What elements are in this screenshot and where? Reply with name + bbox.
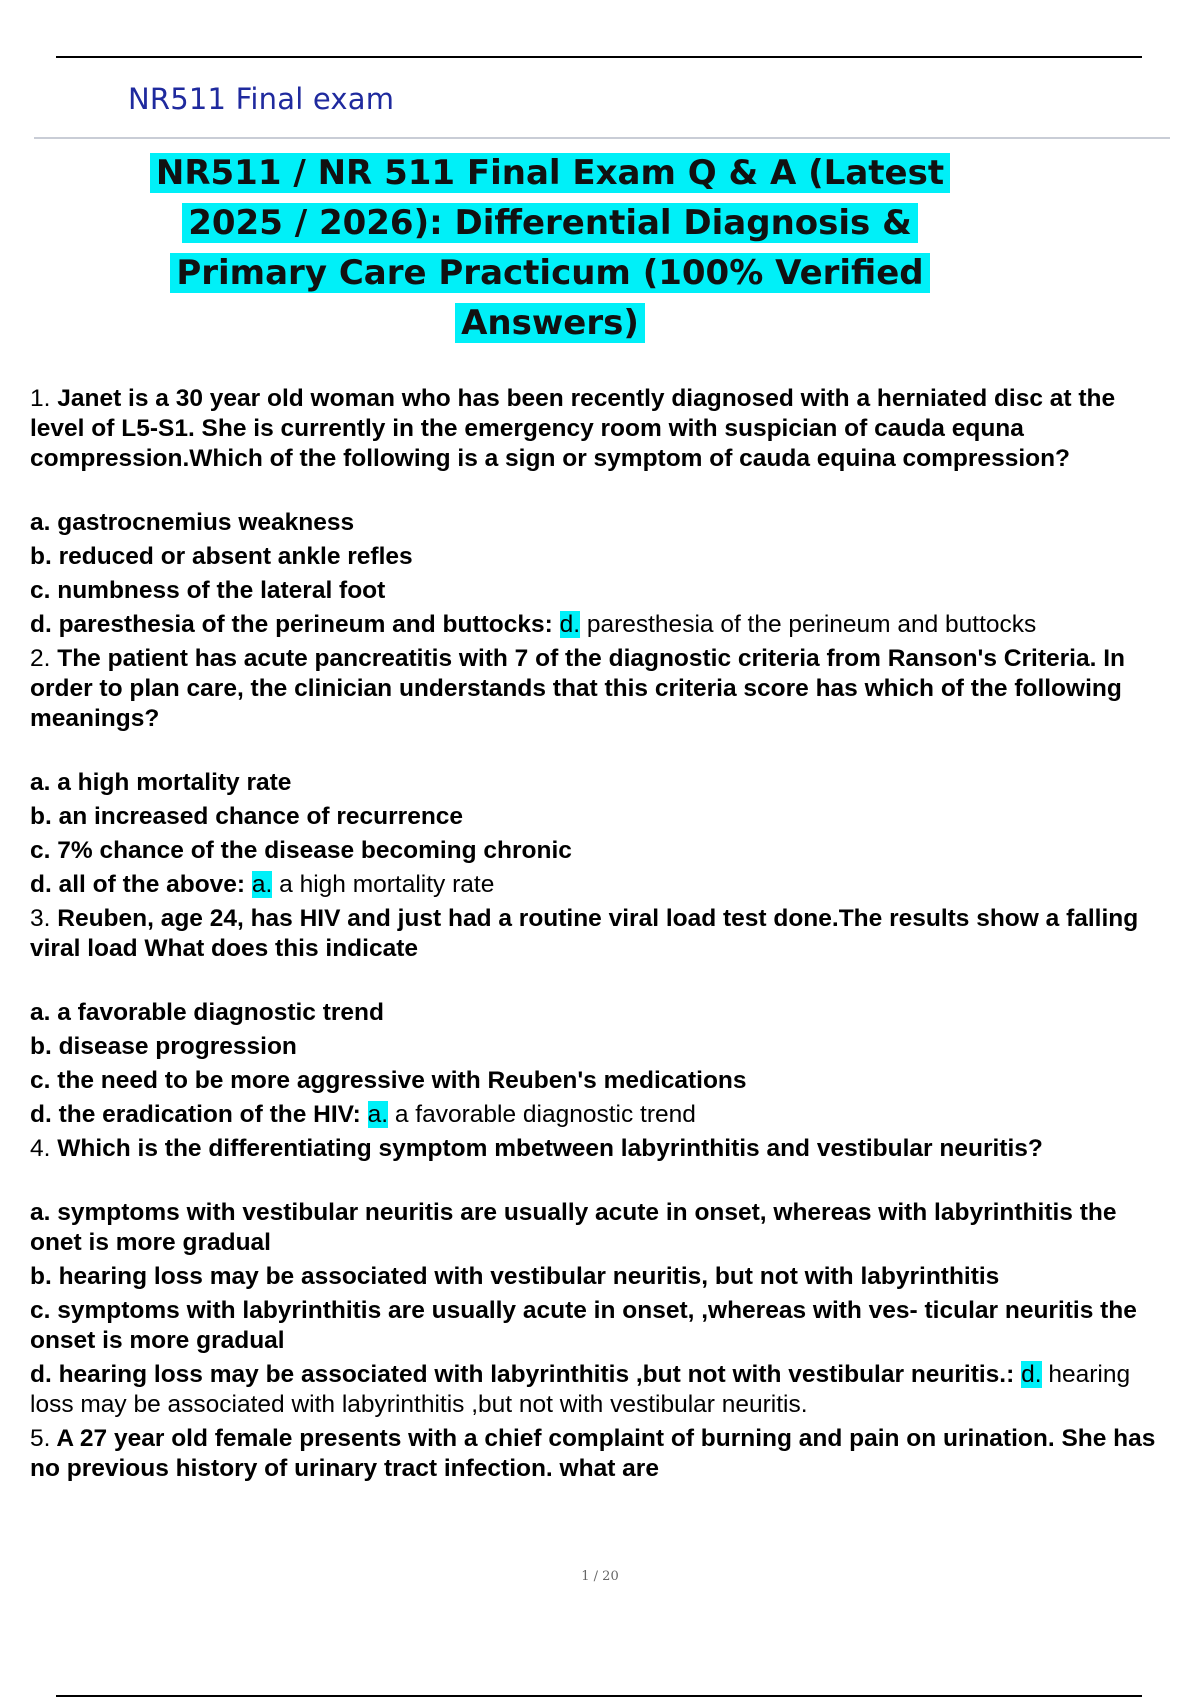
answer-text: a favorable diagnostic trend [394,1101,696,1128]
option-a: a. a high mortality rate [30,769,292,796]
question-1 [30,384,1170,640]
option-c: c. the need to be more aggressive with Reuben's medications [30,1067,747,1094]
option-b: b. an increased chance of recurrence [30,803,464,830]
option-c: c. 7% chance of the disease becoming chronic [30,837,572,864]
title-line: NR511 / NR 511 Final Exam Q & A (Latest [150,153,950,193]
title-line: Answers) [455,303,645,343]
bottom-rule [56,1695,1142,1697]
option-c: c. symptoms with labyrinthitis are usually acute in onset, ,whereas with ves- ticular neuritis the onset is more gradual [30,1297,1137,1354]
option-d: d. all of the above: a. a high mortality rate [30,871,495,898]
question-3 [30,904,1170,1130]
answer-key-highlight: a. [367,1101,389,1128]
option-d: d. paresthesia of the perineum and buttocks: d. paresthesia of the perineum and buttocks [30,611,1037,638]
question-number: 1. [30,385,51,412]
option-a: a. gastrocnemius weakness [30,509,355,536]
option-b: b. hearing loss may be associated with vestibular neuritis, but not with labyrinthitis [30,1263,1000,1290]
option-d: d. the eradication of the HIV: a. a favorable diagnostic trend [30,1101,696,1128]
question-2 [30,644,1170,900]
answer-key-highlight: a. [251,871,273,898]
question-text: 5. A 27 year old female presents with a chief complaint of burning and pain on urination. She has no previous history of urinary tract infection. what are [30,1425,1156,1482]
question-number: 3. [30,905,51,932]
option-b: b. disease progression [30,1033,297,1060]
option-a: a. a favorable diagnostic trend [30,999,384,1026]
option-a: a. symptoms with vestibular neuritis are usually acute in onset, whereas with labyrinthitis the onet is more gradual [30,1199,1117,1256]
question-number: 4. [30,1135,51,1162]
question-text: 1. Janet is a 30 year old woman who has been recently diagnosed with a herniated disc at the level of L5-S1. She is currently in the emergency room with suspician of cauda equna compression.Which of the following is a sign or symptom of cauda equina compression? [30,385,1116,472]
question-4 [30,1134,1170,1420]
top-rule [56,56,1142,58]
question-text: 2. The patient has acute pancreatitis with 7 of the diagnostic criteria from Ranson's Criteria. In order to plan care, the clinician understands that this criteria score has which of the following meanings? [30,645,1125,732]
answer-text: paresthesia of the perineum and buttocks [586,611,1037,638]
question-text: 3. Reuben, age 24, has HIV and just had a routine viral load test done.The results show a falling viral load What does this indicate [30,905,1139,962]
question-list [30,384,1170,1484]
running-header-title: NR511 Final exam [128,82,395,116]
question-number: 5. [30,1425,51,1452]
answer-key-highlight: d. [559,611,581,638]
answer-text: a high mortality rate [279,871,495,898]
option-b: b. reduced or absent ankle refles [30,543,413,570]
header-divider [34,137,1170,139]
option-c: c. numbness of the lateral foot [30,577,386,604]
title-line: Primary Care Practicum (100% Verified [170,253,929,293]
question-number: 2. [30,645,51,672]
answer-text: hearing loss may be associated with labyrinthitis ,but not with vestibular neuritis. [30,1361,1131,1418]
document-title [100,148,1000,348]
option-d: d. hearing loss may be associated with labyrinthitis ,but not with vestibular neuritis.: d. hearing loss may be associated with labyrinthitis ,but not with vestibular neuritis. [30,1361,1131,1418]
title-line: 2025 / 2026): Differential Diagnosis & [182,203,918,243]
answer-key-highlight: d. [1021,1361,1042,1388]
question-text: 4. Which is the differentiating symptom mbetween labyrinthitis and vestibular neuritis? [30,1135,1043,1162]
page-number: 1 / 20 [581,1569,619,1584]
question-5 [30,1424,1170,1484]
